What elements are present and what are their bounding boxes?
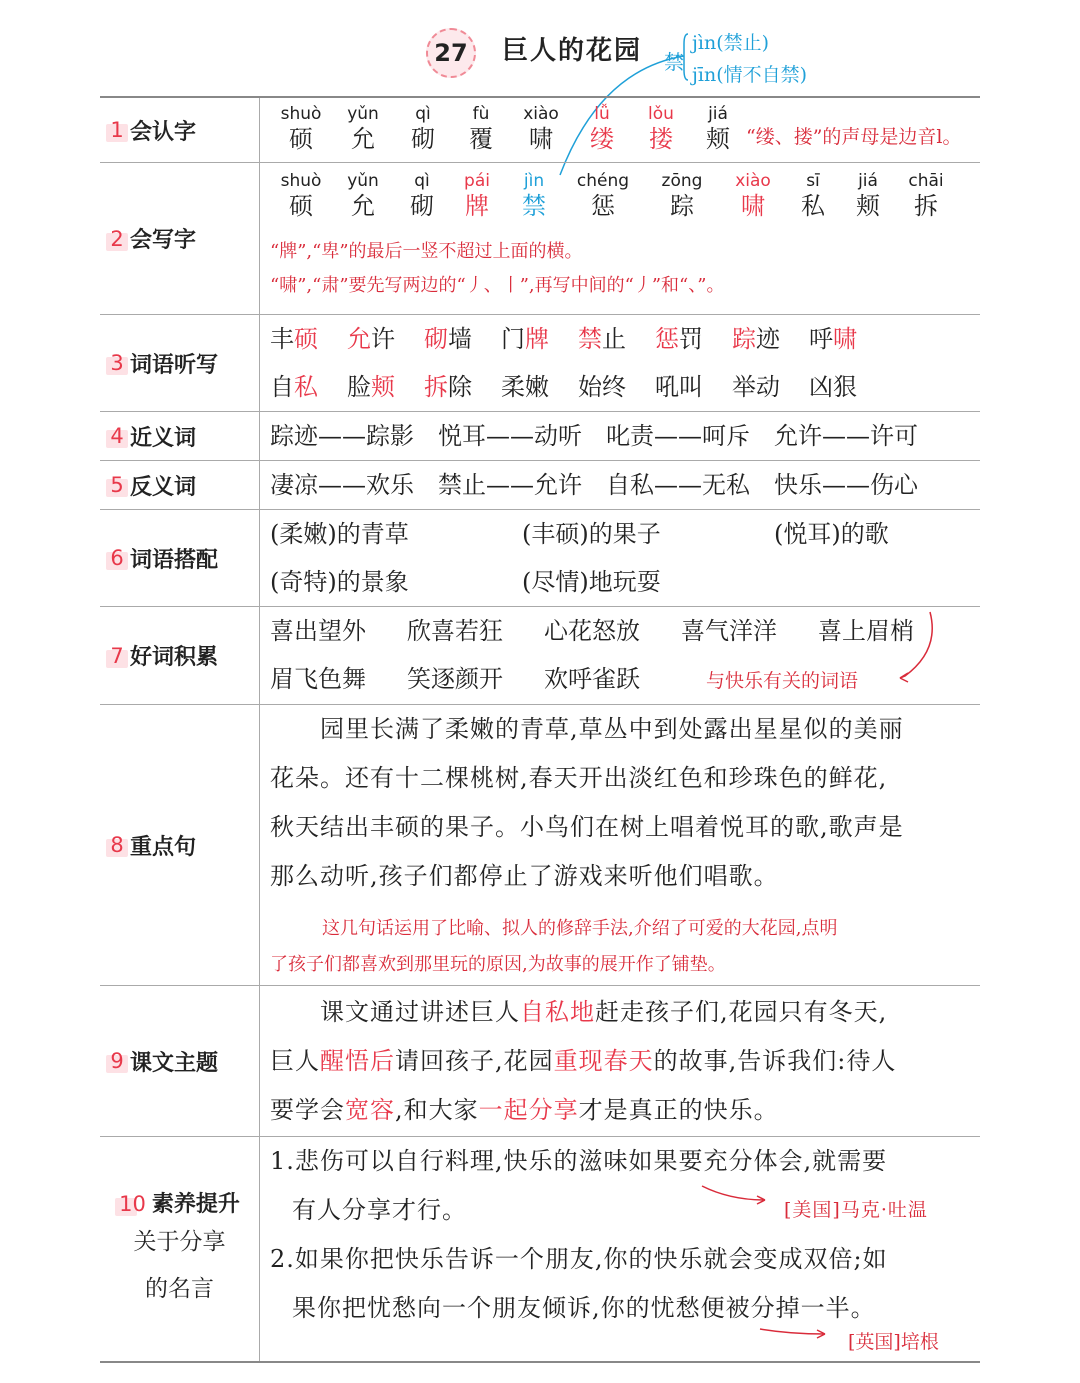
row-synonyms [100,412,980,461]
row-write-chars [100,163,980,315]
theme-line-3: 要学会宽容,和大家一起分享才是真正的快乐。 [270,1096,779,1124]
char-cell: jiá 颊 [856,171,880,220]
char-cell: shuò 硕 [280,171,322,220]
dictation-word: 丰硕 [270,325,318,353]
idiom: 眉飞色舞 [270,665,366,693]
char-cell: fù 覆 [469,104,493,153]
row-subtitle-1: 关于分享 [133,1228,226,1255]
dictation-word: 柔嫩 [501,373,549,401]
key-sentence-line: 园里长满了柔嫩的青草,草丛中到处露出星星似的美丽 [270,715,904,743]
char-cell: jìn 禁 [522,171,546,220]
row-title: 词语搭配 [130,547,219,573]
char-cell: chāi 拆 [908,171,944,220]
char-cell: xiào 啸 [735,171,771,220]
quote-1-line-1: 1.悲伤可以自行料理,快乐的滋味如果要充分体会,就需要 [270,1147,888,1175]
char-cell: lǒu 搂 [648,104,674,153]
row-label [100,705,260,985]
theme-line-1: 课文通过讲述巨人自私地赶走孩子们,花园只有冬天, [270,998,888,1026]
dictation-word: 砌墙 [424,325,472,353]
row-dictation [100,315,980,412]
char-cell: yǔn 允 [347,104,379,153]
dictation-word: 呼啸 [809,325,857,353]
dictation-word: 允许 [347,325,395,353]
char-cell: qì 砌 [410,171,434,220]
row-recognize-chars [100,98,980,163]
row-collocations [100,510,980,607]
initial-sound-note: “缕、搂”的声母是边音l。 [746,126,962,148]
collocation-item: (奇特)的景象 [270,568,409,596]
row-number: 9 [110,1049,124,1073]
analysis-note-2: 了孩子们都喜欢到那里玩的原因,为故事的展开作了铺垫。 [270,954,726,975]
antonym-pairs: 凄凉——欢乐 禁止——允许 自私——无私 快乐——伤心 [270,471,918,499]
idiom: 喜气洋洋 [681,617,777,645]
row-number: 2 [110,226,124,251]
key-sentence-line: 秋天结出丰硕的果子。小鸟们在树上唱着悦耳的歌,歌声是 [270,813,904,841]
row-title: 近义词 [130,425,197,451]
lesson-title: 巨人的花园 [502,36,643,66]
row-label [100,412,260,460]
row-title: 会认字 [130,119,197,145]
char-cell: chéng 惩 [576,171,630,220]
row-content [260,986,980,1136]
dictation-word: 吼叫 [655,373,703,401]
jin-polyphone-char: 禁 [664,50,684,74]
collocation-item: (柔嫩)的青草 [270,520,409,548]
row-number: 7 [110,643,124,668]
row-label [100,986,260,1136]
dictation-word: 拆除 [424,373,472,401]
char-cell: qì 砌 [411,104,435,153]
dictation-word: 始终 [578,373,626,401]
row-title: 素养提升 [151,1191,240,1217]
row-title: 反义词 [130,474,197,500]
row-label [100,607,260,704]
row-subtitle-2: 的名言 [145,1275,214,1302]
row-content [260,1137,980,1361]
row-key-sentences [100,705,980,986]
synonym-pairs: 踪迹——踪影 悦耳——动听 叱责——呵斥 允许——许可 [270,422,918,450]
char-cell: sī 私 [801,171,825,220]
dictation-word: 自私 [270,373,318,401]
dictation-word: 惩罚 [655,325,703,353]
theme-line-2: 巨人醒悟后请回孩子,花园重现春天的故事,告诉我们:待人 [270,1047,897,1075]
row-theme [100,986,980,1137]
dictation-word: 凶狠 [809,373,857,401]
idiom: 心花怒放 [544,617,640,645]
lesson-number-badge: 27 [426,28,476,78]
row-label [100,98,260,162]
dictation-word: 举动 [732,373,780,401]
writing-note-1: “牌”,“卑”的最后一竖不超过上面的横。 [270,241,583,262]
jin-reading-1: jìn(禁止) [692,32,770,54]
writing-note-2: “啸”,“肃”要先写两边的“丿、丨”,再写中间的“丿”和“、”。 [270,275,725,296]
row-number: 1 [110,118,124,142]
page-header [0,22,1080,92]
char-cell: zōng 踪 [661,171,703,220]
row-label [100,315,260,411]
idiom: 喜上眉梢 [818,617,914,645]
row-antonyms [100,461,980,510]
lesson-summary-table [100,96,980,1363]
row-number: 6 [110,546,124,570]
row-label [100,1137,260,1361]
row-title: 重点句 [130,834,197,860]
row-good-words [100,607,980,705]
analysis-note-1: 这几句话运用了比喻、拟人的修辞手法,介绍了可爱的大花园,点明 [322,918,838,939]
char-cell: lǚ 缕 [590,104,614,153]
row-label [100,461,260,509]
row-content [260,315,980,411]
char-cell: pái 牌 [464,171,490,220]
row-number: 10 [119,1191,146,1216]
idiom: 笑逐颜开 [407,665,503,693]
collocation-item: (尽情)地玩耍 [522,568,661,596]
row-quotes [100,1137,980,1363]
dictation-word: 门牌 [501,325,549,353]
row-content [260,98,980,162]
row-number: 8 [110,833,124,857]
key-sentence-line: 花朵。还有十二棵桃树,春天开出淡红色和珍珠色的鲜花, [270,764,888,792]
row-title-line [119,1187,240,1218]
quote-2-line-1: 2.如果你把快乐告诉一个朋友,你的快乐就会变成双倍;如 [270,1245,888,1273]
key-sentence-line: 那么动听,孩子们都停止了游戏来听他们唱歌。 [270,862,779,890]
idiom: 欣喜若狂 [407,617,503,645]
row-content [260,607,980,704]
row-number: 4 [110,424,124,448]
row-number: 3 [110,351,124,375]
row-content [260,163,980,314]
row-content [260,510,980,606]
row-label [100,163,260,314]
row-number: 5 [110,473,124,497]
dictation-word: 禁止 [578,325,626,353]
char-cell: xiào 啸 [523,104,559,153]
row-title: 会写字 [130,228,197,253]
row-content [260,461,980,509]
collocation-item: (悦耳)的歌 [774,520,889,548]
row-content [260,412,980,460]
dictation-word: 脸颊 [347,373,395,401]
row-title: 课文主题 [130,1050,219,1076]
dictation-word: 踪迹 [732,325,780,353]
row-title: 词语听写 [130,352,219,378]
row-label [100,510,260,606]
idiom: 喜出望外 [270,617,366,645]
char-cell: jiá 颊 [706,104,730,153]
idiom-category-note: 与快乐有关的词语 [706,670,859,692]
collocation-item: (丰硕)的果子 [522,520,661,548]
row-content [260,705,980,985]
char-cell: yǔn 允 [347,171,379,220]
quote-1-line-2: 有人分享才行。 [美国]马克·吐温 [270,1186,980,1235]
quote-2-line-2: 果你把忧愁向一个朋友倾诉,你的忧愁便被分掉一半。 [292,1294,876,1322]
idiom: 欢呼雀跃 [544,665,640,693]
jin-reading-2: jīn(情不自禁) [692,64,808,86]
row-title: 好词积累 [130,645,219,670]
char-cell: shuò 硕 [280,104,322,153]
quote-2-source: [英国]培根 [848,1331,939,1353]
quote-1-source: [美国]马克·吐温 [784,1199,928,1221]
